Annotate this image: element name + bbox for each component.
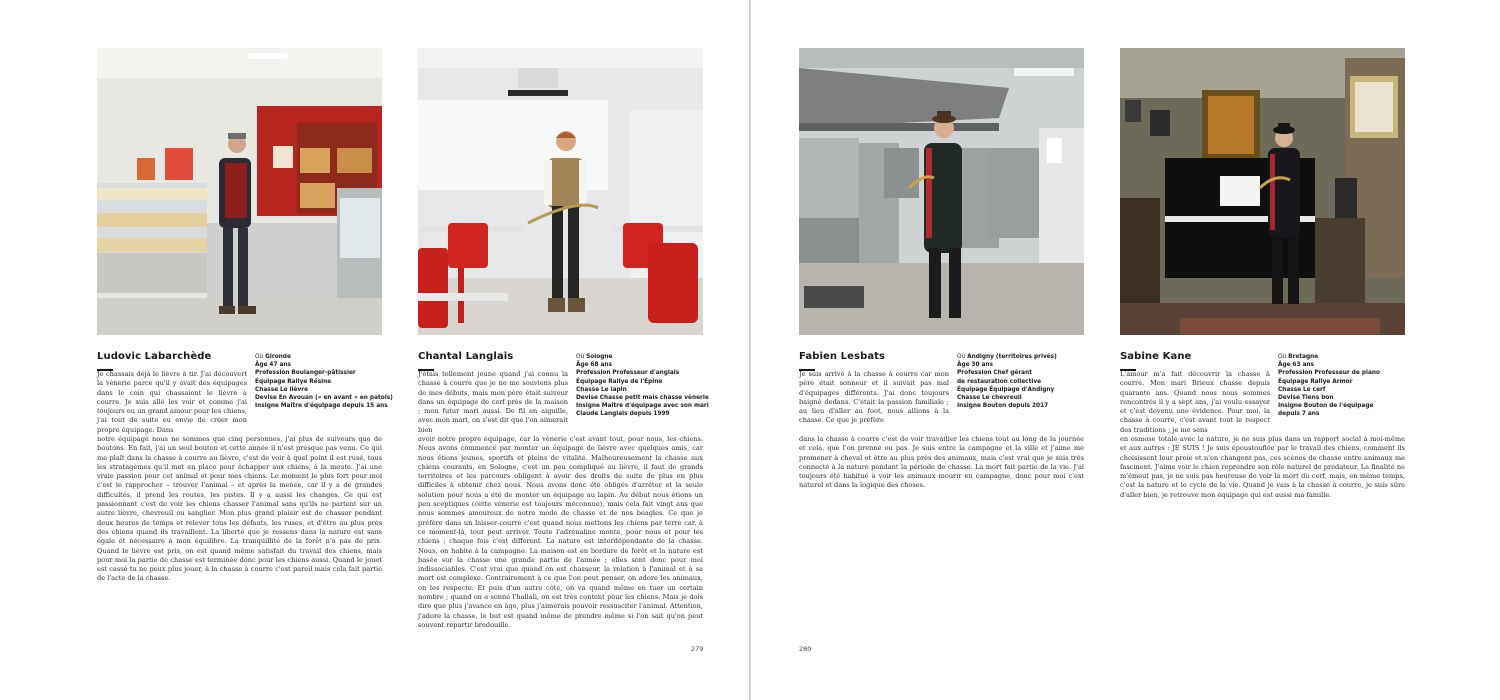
info-line: Équipage Équipage d'Andigny [957, 386, 1055, 393]
info-line: Insigne Bouton de l'équipage [1278, 403, 1374, 410]
profile-info [576, 353, 709, 419]
info-line: Claude Langlais depuis 1999 [576, 411, 670, 418]
info-line: Équipage Rallye Armor [1278, 378, 1353, 385]
info-line: Où Gironde [255, 354, 291, 360]
info-line: Âge 30 ans [957, 362, 993, 369]
info-line: Chasse Le cerf [1278, 386, 1326, 393]
portrait-photo-kitchen [799, 48, 1084, 335]
info-line: Profession Chef gérant [957, 370, 1032, 377]
testimony-text: notre équipage nous ne sommes que cinq personnes, j'ai plus de suiveurs que de boutons. En fait, j'ai un seul bouton et cette année il n'est presque pas venu. Ce qui me plaît dans la chasse à courre au lièvre, c'est de voir à quel point il est rusé, tous les stratagèmes qu'il met en place pour échapper aux chiens, à la meute. J'ai une vraie passion pour cet animal et pour mes chiens. Le moment le plus fort pour moi c'est le rapprocher – trouver l'animal – et après la menée, car il y a de grandes difficultés, il prend les routes, les pistes. Il y a aussi les changes. Ce qui est passionnant c'est de voir les chiens chasser l'animal sans qu'ils ne partent sur un autre lièvre, chevreuil ou sanglier. Mon plus grand plaisir est de chasser pendant deux heures de temps et relever tous les défauts, les ruses, et d'être au plus près des chiens quand ils travaillent. La liberté que je ressens dans la nature est sans égale et nécessaire à mon équilibre. La tranquillité de la forêt n'a pas de prix. Quand le lièvre est pris, on est quand même satisfait du travail des chiens, mais pour moi la partie de chasse est terminée donc pour les chiens aussi. Quand le jouet est cassé tu ne peux plus jouer, à la chasse à courre c'est pareil mais cela fait partie de l'acte de la chasse. [97, 435, 382, 583]
profile-info [255, 353, 393, 410]
info-line: Insigne Maître d'équipage avec son mari [576, 403, 709, 410]
portrait-photo-piano-room [1120, 48, 1405, 335]
testimony-intro: J'étais tellement jeune quand j'ai connu la chasse à courre que je ne me souviens plus de mes débuts, mais mon père était suiveur dans un équipage de cerf près de la maison ; mon futur mari aussi. De fil en aiguille, avec mon mari, on s'est dit que l'on aimerait bien [418, 370, 568, 434]
info-line: Profession Professeur de piano [1278, 370, 1381, 377]
profile-column [418, 48, 709, 629]
profile-column [1120, 48, 1405, 499]
testimony-text: dans la chasse à courre c'est de voir travailler les chiens tout au long de la journée et cela, que l'on prenne ou pas. Je suis entre la campagne et la ville et j'aime me promener à cheval et être au plus près des animaux, mais c'est vrai que je suis très connecté à la nature pendant la période de chasse. La mort fait partie de la vie. J'ai toujours été habitué à voir les animaux mourir en campagne, donc pour moi c'est naturel et dans la logique des choses. [799, 435, 1084, 490]
bakery-scene-image [97, 48, 382, 335]
info-line: Insigne Maître d'équipage depuis 15 ans [255, 403, 388, 410]
info-line: Où Bretagne [1278, 354, 1319, 360]
portrait-photo-classroom [418, 48, 703, 335]
info-line: depuis 7 ans [1278, 411, 1320, 418]
info-line: Devise En Avouan (« en avant » en patois) [255, 395, 393, 402]
classroom-scene-image [418, 48, 703, 335]
profile-column [799, 48, 1084, 490]
info-line: Profession Professeur d'anglais [576, 370, 680, 377]
info-line: Chasse Le lapin [576, 386, 627, 393]
testimony-intro: L'amour m'a fait découvrir la chasse à courre. Mon mari Brieux chasse depuis quarante ans. Quand nous nous sommes rencontrés il y a sept ans, j'ai voulu essayer et c'est devenu une évidence. Pour moi, la chasse à courre, c'est avant tout le respect des traditions ; je me sens [1120, 370, 1270, 434]
info-line: Où Andigny (territoires privés) [957, 354, 1057, 360]
info-line: Âge 68 ans [576, 362, 612, 369]
profile-name: Chantal Langlais [418, 351, 514, 362]
right-page [751, 0, 1500, 700]
info-line: Chasse Le lièvre [255, 386, 309, 393]
profile-name: Ludovic Labarchède [97, 351, 212, 362]
portrait-photo-bakery [97, 48, 382, 335]
info-line: Équipage Rallye Résine [255, 378, 332, 385]
info-line: de restauration collective [957, 378, 1042, 385]
info-line: Chasse Le chevreuil [957, 395, 1022, 402]
profile-name: Fabien Lesbats [799, 351, 886, 362]
piano-room-scene-image [1120, 48, 1405, 335]
profile-column [97, 48, 393, 583]
profile-name: Sabine Kane [1120, 351, 1192, 362]
testimony-intro: Je suis arrivé à la chasse à courre car mon père était sonneur et il suivait pas mal d'équipages différents. J'ai donc toujours baigné dedans. C'était la passion familiale ; au lieu d'aller au foot, nous allions à la chasse. Ce que je préfère [799, 370, 949, 425]
info-line: Profession Boulanger-pâtissier [255, 370, 356, 377]
info-line: Insigne Bouton depuis 2017 [957, 403, 1049, 410]
testimony-text: en osmose totale avec la nature, je ne suis plus dans un rapport social à moi-même et aux autres : JE SUIS ! Je suis époustouflée par le travail des chiens, comment ils choisissent leur proie et n'en changent pas, ces scènes de chasse entre animaux me fascinent. J'aime voir le chien reprendre son rôle naturel de prédateur. La finalité ne m'émeut pas, je ne suis pas heureuse de voir la mort du cerf, mais, en même temps, c'est la nature et le cycle de la vie. Quand je vais à la chasse à courre, je suis sûre d'aller bien, je retrouve mon équipage qui est aussi ma famille. [1120, 435, 1405, 499]
kitchen-scene-image [799, 48, 1084, 335]
info-line: Âge 63 ans [1278, 362, 1314, 369]
testimony-text: avoir notre propre équipage, car la vènerie c'est avant tout, pour nous, les chiens. Nous avons commencé par monter un équipage de lièvre avec quelques amis, car nous étions jeunes, sportifs et pleins de vitalité. Malheureusement la chasse aux chiens courants, en Sologne, c'est un peu compliqué au lièvre, il faut de grands territoires et les parcours obligent à avoir des droits de suite de plus en plus difficiles à obtenir chez nous. Nous avons donc été obligés d'arrêter et la seule solution pour nous a été de monter un équipage au lapin. Au début nous étions un peu sceptiques (cette vènerie est toujours méconnue), mais cela fait vingt ans que nous sommes amoureux de notre mode de chasse et de nos beagles. Ce que je préfère dans un laisser-courre c'est quand nous mettons les chiens par terre car, à ce moment-là, tout peut arriver. Toute l'adrénaline monte, pour nous et pour les chiens ; chaque fois c'est différent. La nature est interdépendante de la chasse. Nous, on habite à la campagne. La maison est en bordure de forêt et la nature est basée sur la chasse une grande partie de l'année ; elles sont donc pour moi indissociables. C'est vrai que quand on est chasseur, la relation à l'animal et à sa mort est complexe. Contrairement à ce que l'on peut penser, on adore les animaux, on les respecte. Et puis d'un autre côté, on va quand même en tuer un certain nombre ; quand on a sonné l'hallali, on est très content pour les chiens. Mais je dois dire que plus j'avance en âge, plus j'aimerais pouvoir ressusciter l'animal. Attention, j'adore la chasse, le but est quand même de prendre même si l'on sait qu'on peut souvent repartir bredouille. [418, 435, 703, 629]
profile-info [957, 353, 1087, 410]
profile-info [1278, 353, 1408, 419]
page-number: 280 [799, 645, 812, 653]
page-number: 279 [691, 645, 704, 653]
info-line: Âge 47 ans [255, 362, 291, 369]
info-line: Devise Chasse petit mais chasse vènerie [576, 395, 709, 402]
left-page [0, 0, 749, 700]
info-line: Où Sologne [576, 354, 613, 360]
info-line: Devise Tiens bon [1278, 395, 1334, 402]
testimony-intro: Je chassais déjà le lièvre à tir. J'ai découvert la vènerie parce qu'il y avait des équipages dans le coin qui chassaient le lièvre à courre. Je suis allé les voir et comme j'ai toujours eu un grand amour pour les chiens, j'ai tout de suite eu envie de créer mon propre équipage. Dans [97, 370, 247, 434]
info-line: Équipage Rallye de l'Épine [576, 378, 663, 385]
